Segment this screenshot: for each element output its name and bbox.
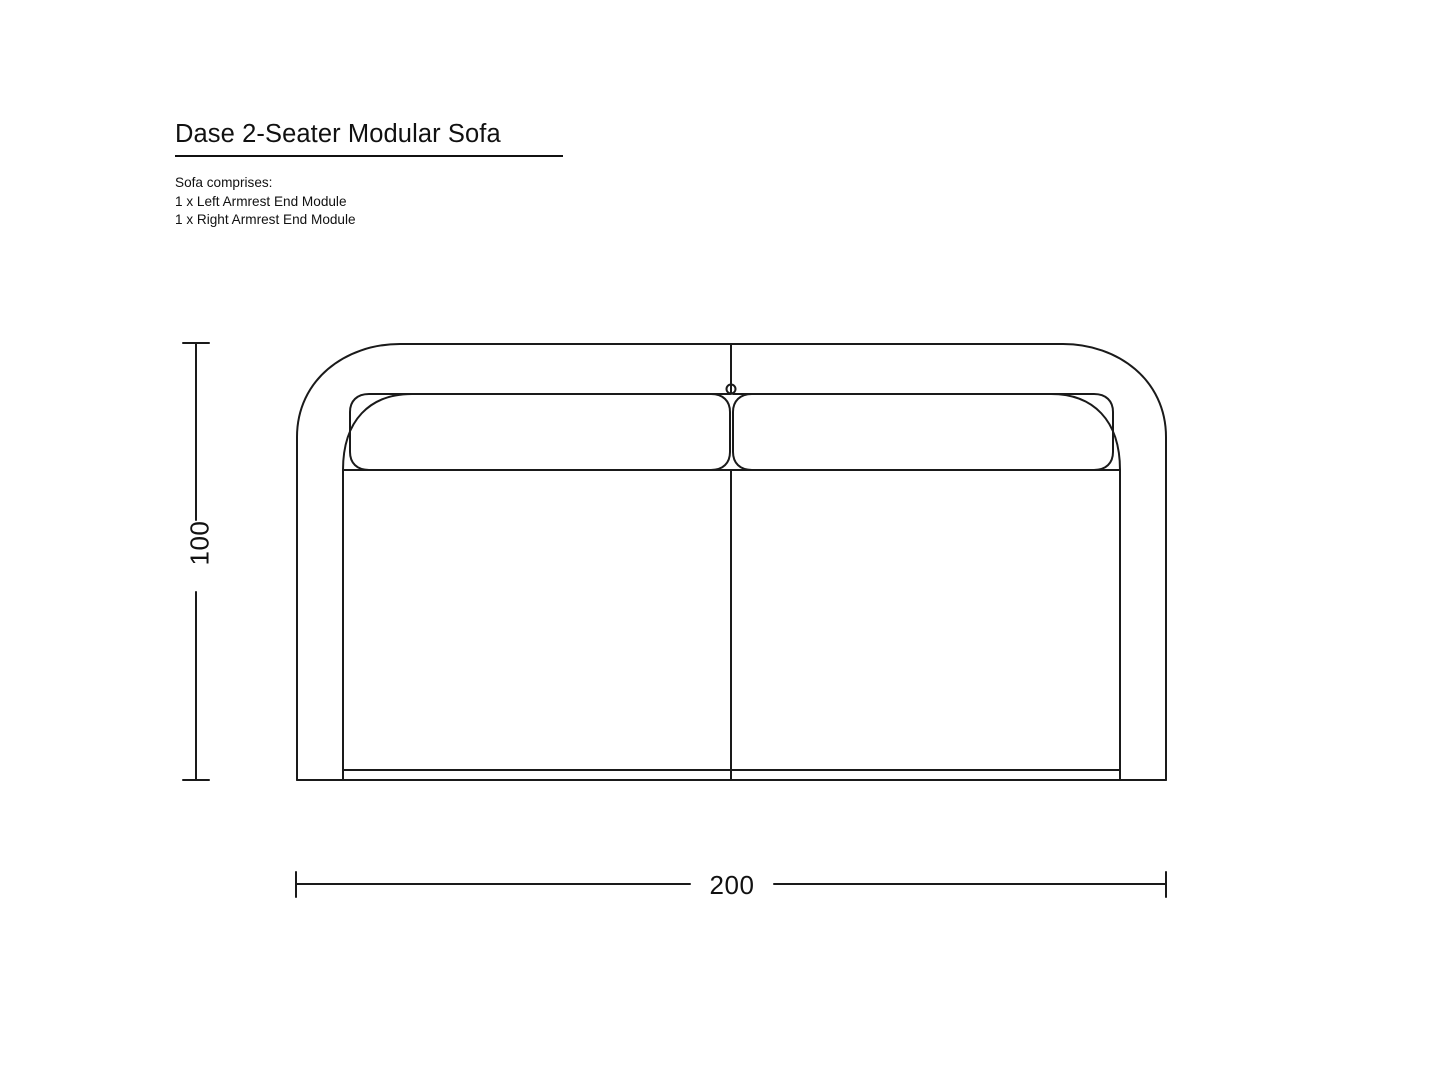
height-dimension-label: 100 — [184, 520, 215, 566]
width-dimension-label: 200 — [709, 870, 755, 900]
spec-intro: Sofa comprises: — [175, 175, 273, 190]
spec-item-left-armrest: 1 x Left Armrest End Module — [175, 193, 347, 209]
page-title: Dase 2-Seater Modular Sofa — [175, 120, 501, 148]
sofa-outline — [297, 344, 1166, 780]
spec-item-right-armrest: 1 x Right Armrest End Module — [175, 212, 356, 228]
